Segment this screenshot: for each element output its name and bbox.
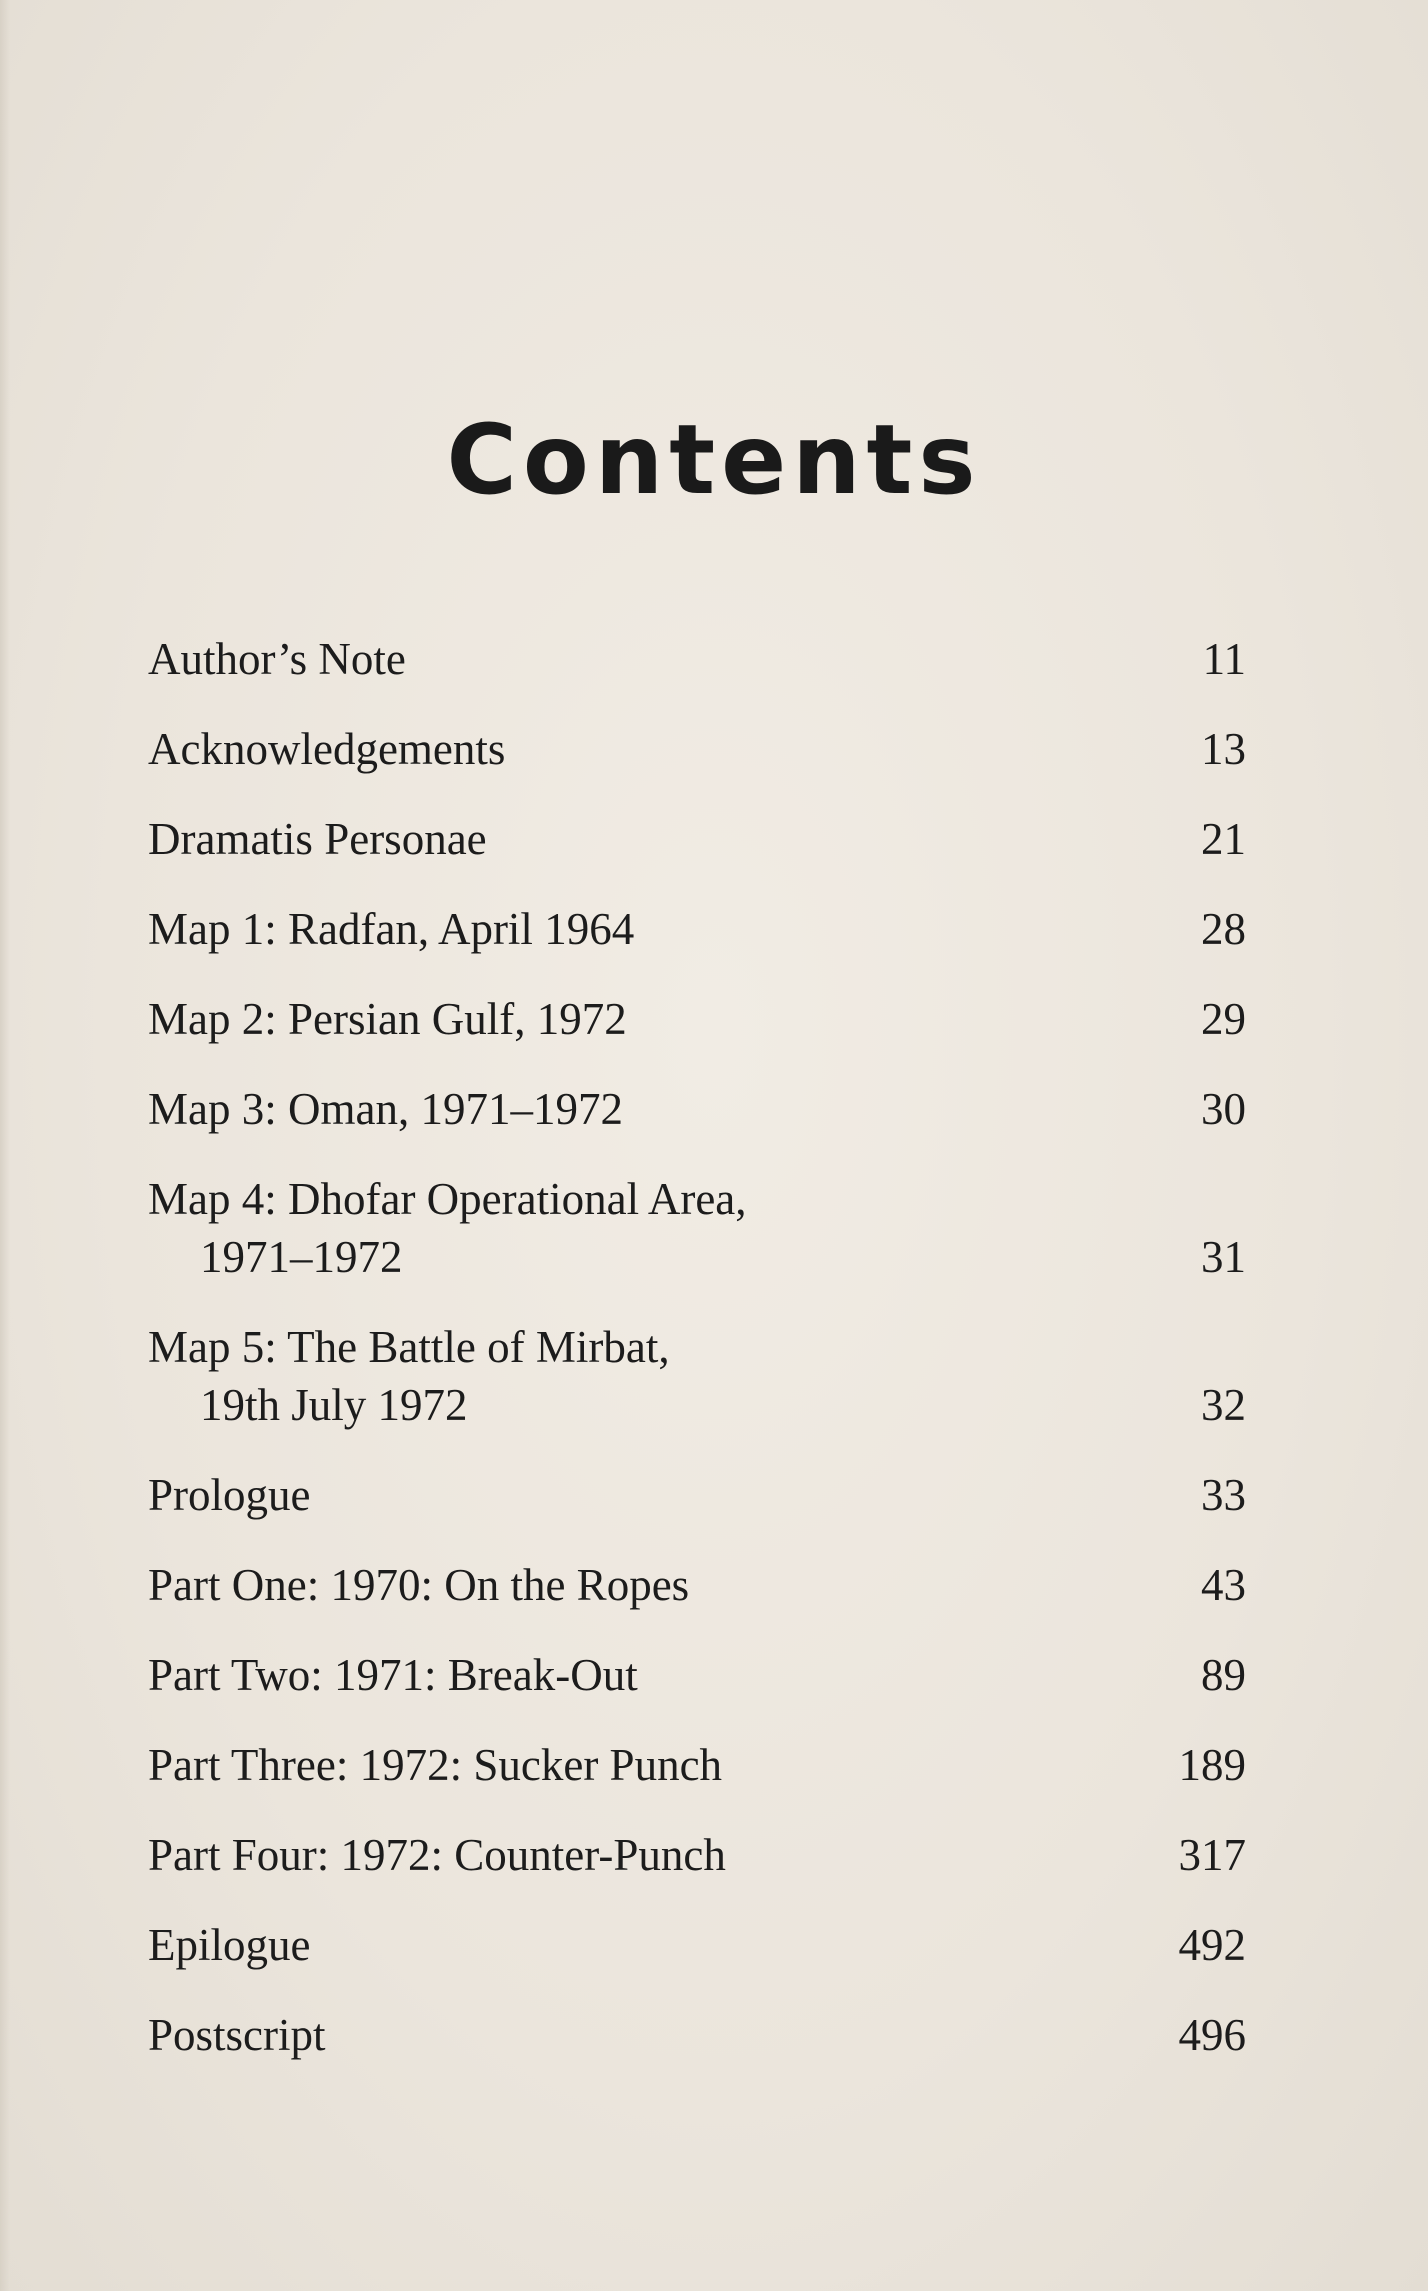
toc-entry <box>148 1466 1246 1524</box>
toc-entry-page: 28 <box>1201 904 1246 954</box>
toc-entry-title: Acknowledgements <box>148 724 506 774</box>
page-title: Contents <box>446 404 982 517</box>
toc-entry <box>148 1318 1246 1434</box>
toc-entry-page: 11 <box>1202 634 1246 684</box>
toc-entry-page: 43 <box>1201 1560 1246 1610</box>
toc-entry-page: 317 <box>1178 1830 1246 1880</box>
toc-entry <box>148 720 1246 778</box>
toc-entry-page: 492 <box>1178 1920 1246 1970</box>
toc-entry-title-block <box>148 1170 747 1286</box>
toc-entry <box>148 2006 1246 2064</box>
toc-entry-title: Part One: 1970: On the Ropes <box>148 1560 690 1610</box>
toc-entry-title: Epilogue <box>148 1920 311 1970</box>
toc-entry <box>148 1646 1246 1704</box>
toc-entry <box>148 1916 1246 1974</box>
toc-entry-page: 29 <box>1201 994 1246 1044</box>
toc-entry-title: Map 1: Radfan, April 1964 <box>148 904 635 954</box>
toc-entry-page: 89 <box>1201 1650 1246 1700</box>
toc-entry-title-block <box>148 1318 670 1434</box>
table-of-contents <box>148 630 1246 2096</box>
toc-entry-page: 30 <box>1201 1084 1246 1134</box>
toc-entry-page: 496 <box>1178 2010 1246 2060</box>
toc-entry-title: Map 3: Oman, 1971–1972 <box>148 1084 623 1134</box>
toc-entry-title: Prologue <box>148 1470 311 1520</box>
toc-entry <box>148 900 1246 958</box>
toc-entry-title: Dramatis Personae <box>148 814 487 864</box>
toc-entry <box>148 1826 1246 1884</box>
toc-entry <box>148 1170 1246 1286</box>
toc-entry-page: 33 <box>1201 1470 1246 1520</box>
toc-entry <box>148 810 1246 868</box>
toc-entry-page: 31 <box>1201 1232 1246 1282</box>
toc-entry-title: Map 4: Dhofar Operational Area, <box>148 1174 747 1224</box>
page-binding-edge <box>0 0 10 2291</box>
toc-entry <box>148 1736 1246 1794</box>
toc-entry <box>148 1080 1246 1138</box>
toc-entry-page: 32 <box>1201 1380 1246 1430</box>
toc-entry-title: Map 2: Persian Gulf, 1972 <box>148 994 627 1044</box>
toc-entry-page: 13 <box>1201 724 1246 774</box>
toc-entry-page: 21 <box>1201 814 1246 864</box>
toc-entry <box>148 630 1246 688</box>
toc-entry <box>148 1556 1246 1614</box>
toc-entry-title: Author’s Note <box>148 634 406 684</box>
toc-entry-title: Part Four: 1972: Counter-Punch <box>148 1830 726 1880</box>
toc-entry-title: Postscript <box>148 2010 326 2060</box>
toc-entry-title: Part Two: 1971: Break-Out <box>148 1650 638 1700</box>
toc-entry-page: 189 <box>1178 1740 1246 1790</box>
toc-entry-title: Part Three: 1972: Sucker Punch <box>148 1740 723 1790</box>
toc-entry-title-continuation: 1971–1972 <box>200 1232 403 1282</box>
toc-entry-title-continuation: 19th July 1972 <box>200 1380 468 1430</box>
toc-entry-title: Map 5: The Battle of Mirbat, <box>148 1322 670 1372</box>
toc-entry <box>148 990 1246 1048</box>
